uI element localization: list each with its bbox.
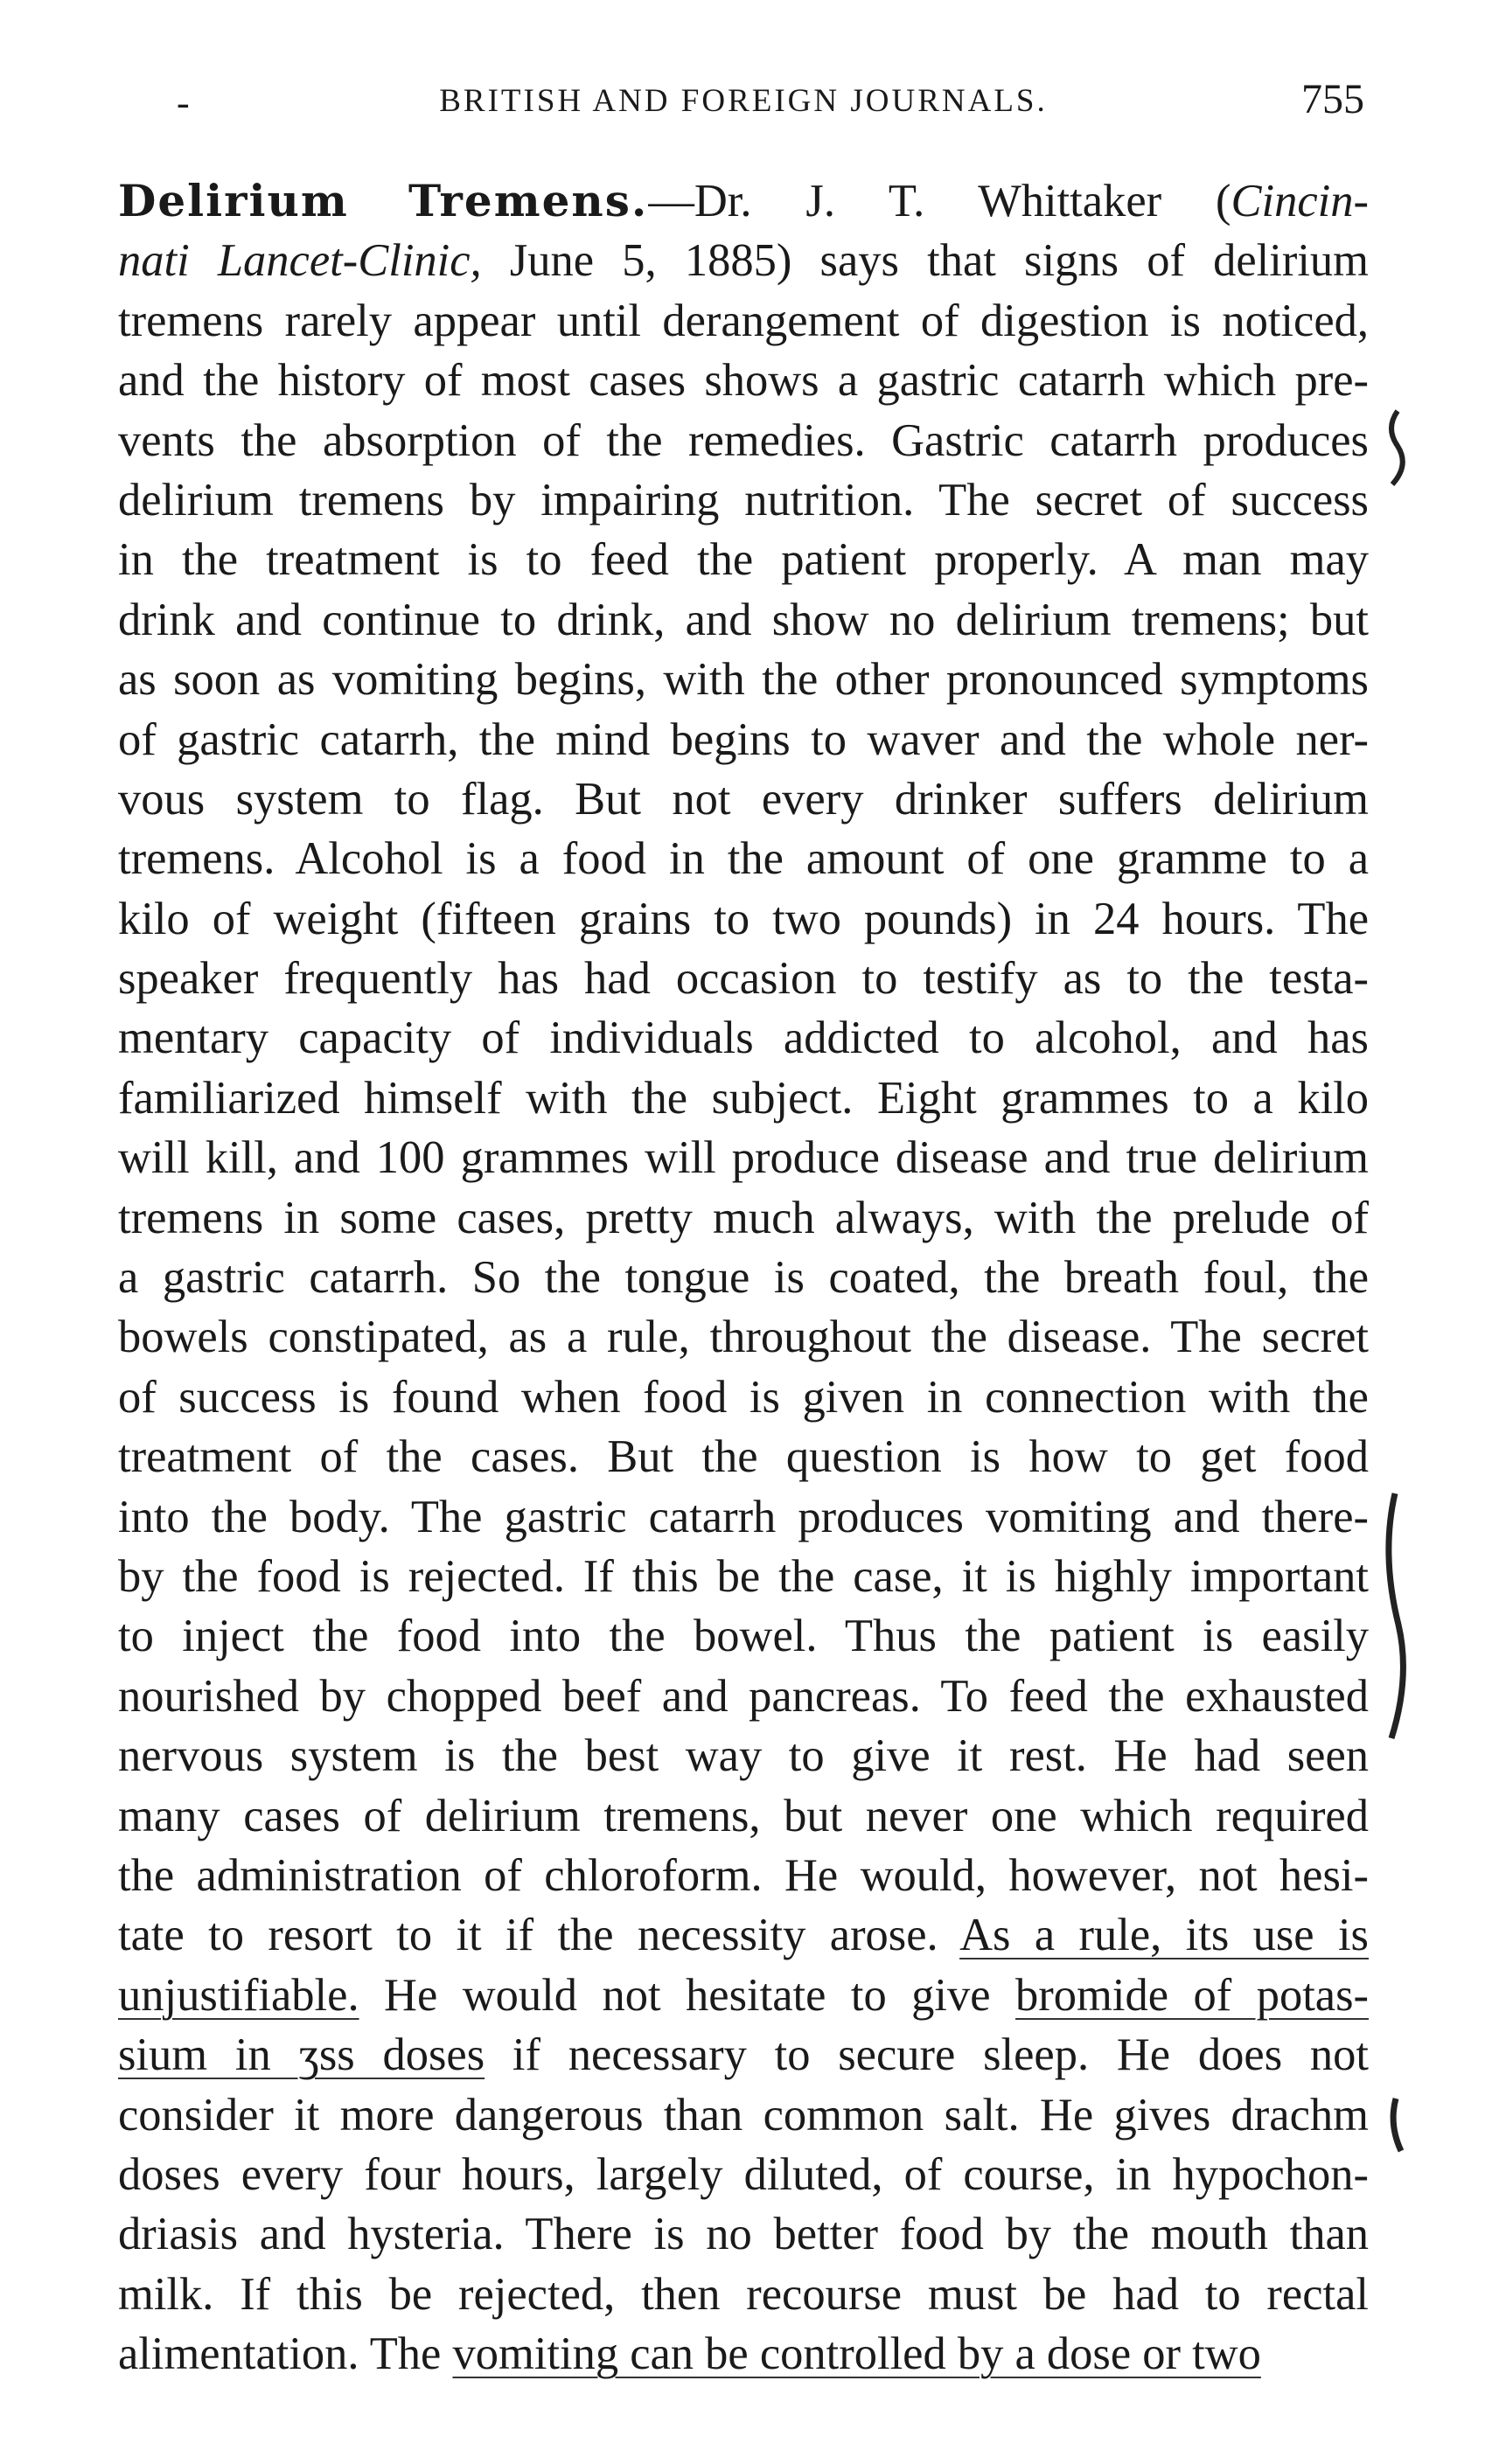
handwritten-underline: bromide of potas- — [1015, 1969, 1369, 2021]
text-line: will kill, and 100 grammes will produce disease and true delirium — [118, 1132, 1369, 1184]
text-line — [118, 2025, 1369, 2085]
text-segment: He would not hesitate to give — [359, 1969, 1016, 2021]
text-line: mentary capacity of individuals addicted to alcohol, and has — [118, 1013, 1369, 1064]
header-dash: - — [177, 81, 190, 124]
text-line: as soon as vomiting begins, with the other pronounced symptoms — [118, 654, 1369, 706]
margin-brace-mark — [1393, 2099, 1401, 2151]
handwritten-underline: sium in ʒss doses — [118, 2029, 485, 2081]
text-segment: alimentation. The — [118, 2328, 453, 2380]
text-segment-italic: Cincin- — [1231, 176, 1369, 226]
text-line: speaker frequently has had occasion to testify as to the testa- — [118, 953, 1369, 1005]
text-line: milk. If this be rejected, then recourse must be had to rectal — [118, 2268, 1369, 2320]
margin-brace-mark — [1391, 411, 1403, 484]
text-line — [118, 231, 1369, 290]
text-line: vous system to flag. But not every drinker suffers delirium — [118, 773, 1369, 825]
text-line: of success is found when food is given in connection with the — [118, 1371, 1369, 1423]
page-header — [122, 75, 1364, 136]
text-line: treatment of the cases. But the question is how to get food — [118, 1431, 1369, 1483]
text-line: delirium tremens by impairing nutrition. The secret of success — [118, 474, 1369, 526]
text-segment-italic: nati Lancet-Clinic, — [118, 235, 482, 287]
handwritten-underline: unjustifiable. — [118, 1969, 359, 2021]
text-line: tremens in some cases, pretty much always, with the prelude of — [118, 1192, 1369, 1243]
article-title: Delirium Tremens. — [118, 175, 649, 226]
handwritten-underline: vomiting can be controlled by a dose or two — [452, 2328, 1261, 2380]
text-line: tremens rarely appear until derangement of digestion is noticed, — [118, 295, 1369, 346]
text-line: of gastric catarrh, the mind begins to waver and the whole ner- — [118, 713, 1369, 765]
text-line: many cases of delirium tremens, but never one which required — [118, 1790, 1369, 1841]
article-body — [118, 171, 1369, 2384]
text-line: nourished by chopped beef and pancreas. To feed the exhausted — [118, 1670, 1369, 1722]
text-line: and the history of most cases shows a gastric catarrh which pre- — [118, 355, 1369, 407]
text-line: into the body. The gastric catarrh produces vomiting and there- — [118, 1491, 1369, 1542]
text-line — [118, 2324, 1369, 2384]
text-line: doses every four hours, largely diluted, of course, in hypochon- — [118, 2148, 1369, 2200]
text-line: kilo of weight (fifteen grains to two pounds) in 24 hours. The — [118, 893, 1369, 944]
text-line: by the food is rejected. If this be the case, it is highly important — [118, 1550, 1369, 1602]
text-line — [118, 171, 1369, 231]
text-segment: if necessary to secure sleep. He does not — [485, 2029, 1369, 2081]
text-line: driasis and hysteria. There is no better food by the mouth than — [118, 2209, 1369, 2260]
text-segment: —Dr. J. T. Whittaker ( — [648, 176, 1231, 226]
text-line: bowels constipated, as a rule, throughout the disease. The secret — [118, 1312, 1369, 1363]
text-line — [118, 1966, 1369, 2025]
text-line: familiarized himself with the subject. Eight grammes to a kilo — [118, 1072, 1369, 1124]
text-line: consider it more dangerous than common salt. He gives drachm — [118, 2089, 1369, 2140]
text-line: in the treatment is to feed the patient properly. A man may — [118, 534, 1369, 586]
text-line: nervous system is the best way to give it rest. He had seen — [118, 1730, 1369, 1782]
text-line: drink and continue to drink, and show no delirium tremens; but — [118, 594, 1369, 645]
text-line — [118, 1905, 1369, 1965]
page-number: 755 — [1301, 76, 1364, 122]
handwritten-underline: As a rule, its use is — [959, 1910, 1369, 1961]
margin-brace-mark — [1389, 1493, 1404, 1738]
text-line: vents the absorption of the remedies. Gastric catarrh produces — [118, 414, 1369, 466]
running-head: BRITISH AND FOREIGN JOURNALS. — [439, 83, 1048, 119]
text-line: a gastric catarrh. So the tongue is coated, the breath foul, the — [118, 1252, 1369, 1304]
text-segment: tate to resort to it if the necessity arose. — [118, 1910, 960, 1961]
text-line: the administration of chloroform. He would, however, not hesi- — [118, 1849, 1369, 1901]
text-segment: June 5, 1885) says that signs of delirium — [481, 235, 1369, 287]
text-line: tremens. Alcohol is a food in the amount of one gramme to a — [118, 833, 1369, 885]
text-line: to inject the food into the bowel. Thus the patient is easily — [118, 1611, 1369, 1662]
